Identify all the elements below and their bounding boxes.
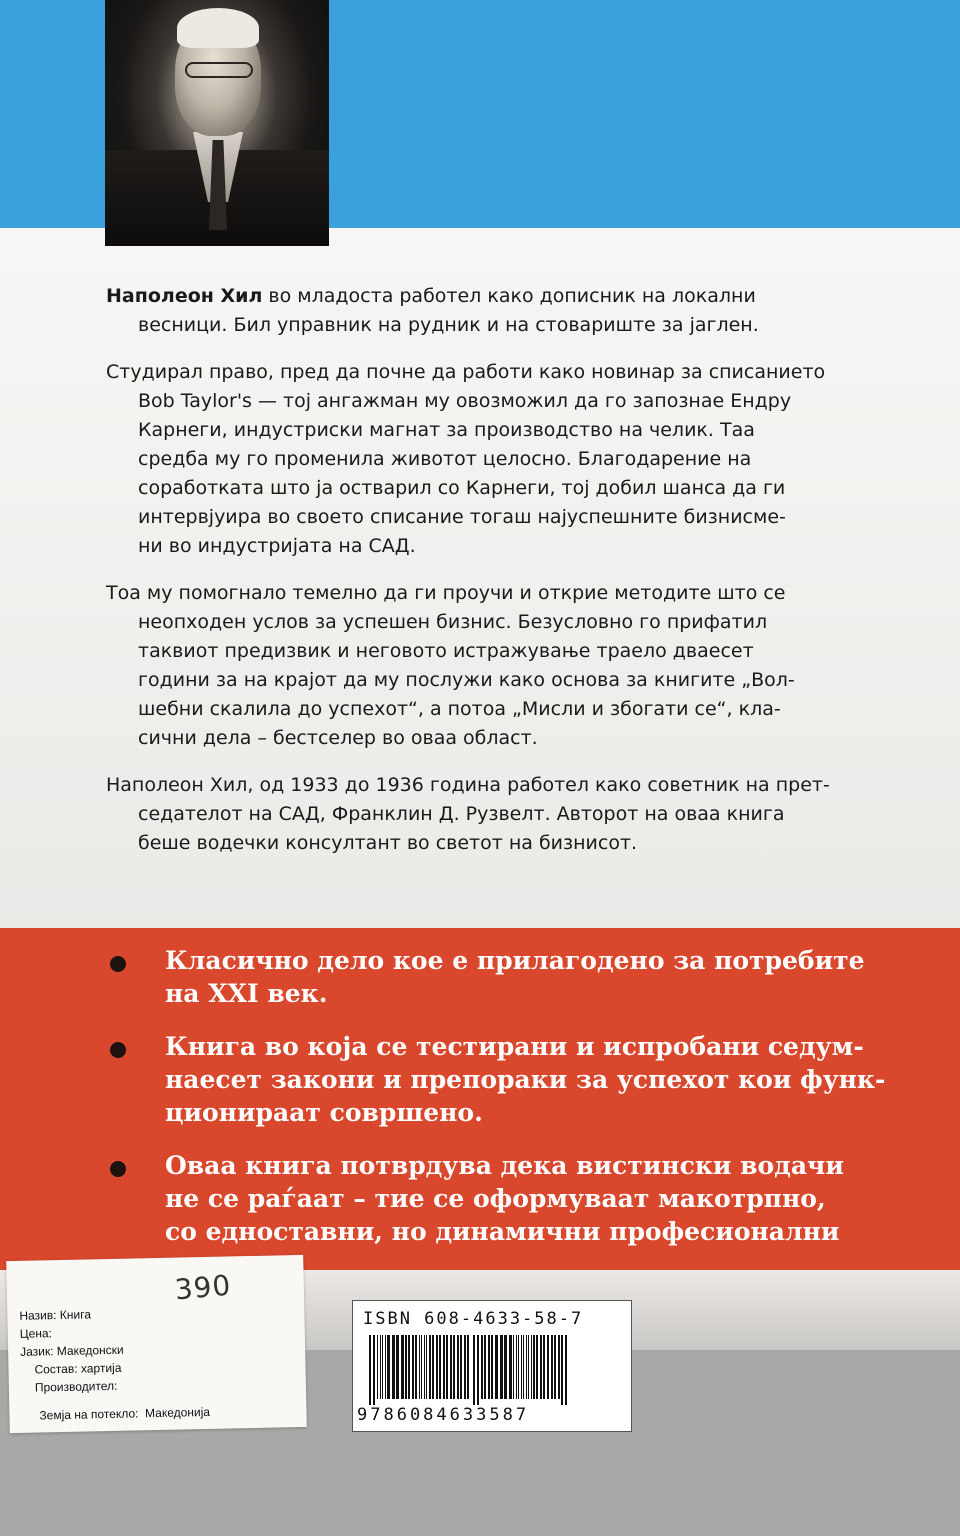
barcode-bar [509,1335,512,1399]
barcode-bar [528,1335,529,1399]
barcode-bar [453,1335,455,1399]
bullet-dot-icon [110,1042,126,1058]
barcode-bar [554,1335,556,1399]
barcode-bar [513,1335,514,1399]
barcode-bar [521,1335,522,1399]
label-row-price: Цена: [19,1326,53,1341]
barcode-bar [419,1335,420,1399]
barcode-bar [540,1335,542,1399]
barcode-bar [436,1335,438,1399]
handwritten-price: 390 [173,1268,233,1307]
barcode-bar [543,1335,545,1399]
author-biography [106,282,866,876]
barcode-bar [481,1335,483,1399]
barcode-bar [561,1335,563,1405]
barcode-bar [373,1335,375,1405]
label-row-origin: Земја на потекло: Македонија [39,1404,211,1423]
barcode-bar [518,1335,519,1399]
barcode-bar [491,1335,493,1399]
barcode-bar [421,1335,422,1399]
barcode-bar [484,1335,486,1399]
isbn-text: ISBN 608-4633-58-7 [363,1309,584,1329]
barcode-bar [392,1335,395,1399]
bullet-dot-icon [110,956,126,972]
barcode-bar [408,1335,410,1399]
barcode-bar [401,1335,404,1399]
list-item: Класично дело кое е прилагодено за потребите на XXI век. [110,944,910,1010]
bio-paragraph-2: Студирал право, пред да почне да работи како новинар за списанието Bob Taylor's — тој ангажман му овозможил да го запознае Ендру Карнеги, индустриски магнат за производство на челик. Таа средба му го променила животот целосно. Благодарение на соработката што ја остварил со Карнеги, тој добил шанса да ги интервјуира во своето списание тогаш најуспешните бизнисме- ни во индустријата на САД. [106,361,826,557]
barcode-number: 9786084633587 [357,1405,530,1425]
barcode-bar [377,1335,378,1399]
barcode-bar [380,1335,381,1399]
barcode-bar [565,1335,567,1405]
label-row-composition: Состав: хартија [34,1360,122,1377]
barcode-bar [558,1335,560,1399]
barcode-bar [382,1335,383,1399]
label-row-producer: Производител: [34,1378,118,1395]
barcode-bar [432,1335,434,1399]
barcode-bar [396,1335,399,1399]
barcode-bar [443,1335,445,1399]
barcode-bar [415,1335,417,1399]
barcode-bar [477,1335,479,1405]
barcode-bar [446,1335,448,1399]
barcode-bar [551,1335,553,1399]
barcode-bar [500,1335,503,1399]
barcode-bar [531,1335,532,1399]
barcode-bar [426,1335,427,1399]
isbn-barcode [352,1300,632,1432]
barcode-bars [367,1335,617,1405]
barcode-bar [504,1335,507,1399]
barcode-bar [523,1335,524,1399]
author-portrait [105,0,329,246]
highlights-list [110,944,910,1301]
product-label-sticker [6,1255,307,1433]
list-item: Книга во која се тестирани и испробани седум- наесет закони и препораки за успехот кои функ- ционираат совршено. [110,1030,910,1129]
barcode-bar [424,1335,425,1399]
bio-paragraph-1: Наполеон Хил во младоста работел како дописник на локални весници. Бил управник на рудник и на стовариште за јаглен. [106,285,759,336]
bio-paragraph-4: Наполеон Хил, од 1933 до 1936 година работел како советник на прет- седателот на САД, Франклин Д. Рузвелт. Авторот на оваа книга беше водечки консултант во светот на бизнисот. [106,774,830,854]
barcode-bar [516,1335,517,1399]
barcode-bar [369,1335,371,1405]
barcode-bar [450,1335,452,1399]
barcode-bar [473,1335,475,1405]
barcode-bar [412,1335,414,1399]
author-name: Наполеон Хил [106,285,263,307]
barcode-bar [405,1335,407,1399]
barcode-bar [464,1335,466,1399]
barcode-bar [526,1335,527,1399]
list-item: Оваа книга потврдува дека вистински водачи не се раѓаат – тие се оформуваат макотрпно, со едноставни, но динамични професионални [110,1149,910,1281]
label-row-name: Назив: Книга [19,1307,92,1323]
bullet-dot-icon [110,1161,126,1177]
barcode-bar [457,1335,459,1399]
barcode-bar [387,1335,390,1399]
barcode-bar [429,1335,431,1399]
barcode-bar [495,1335,498,1399]
label-row-language: Јазик: Македонски [19,1342,124,1359]
barcode-bar [488,1335,490,1399]
barcode-bar [439,1335,441,1399]
barcode-bar [460,1335,462,1399]
barcode-bar [547,1335,549,1399]
barcode-bar [385,1335,386,1399]
barcode-bar [467,1335,469,1399]
barcode-bar [536,1335,538,1399]
bio-paragraph-3: Тоа му помогнало темелно да ги проучи и открие методите што се неопходен услов за успешен бизнис. Безусловно го прифатил таквиот предизвик и неговото истражување траело дваесет години за на крајот да му послужи како основа за книгите „Вол- шебни скалила до успехот“, а потоа „Мисли и збогати се“, кла- сични дела – бестселер во оваа област. [106,582,795,749]
barcode-bar [533,1335,535,1399]
